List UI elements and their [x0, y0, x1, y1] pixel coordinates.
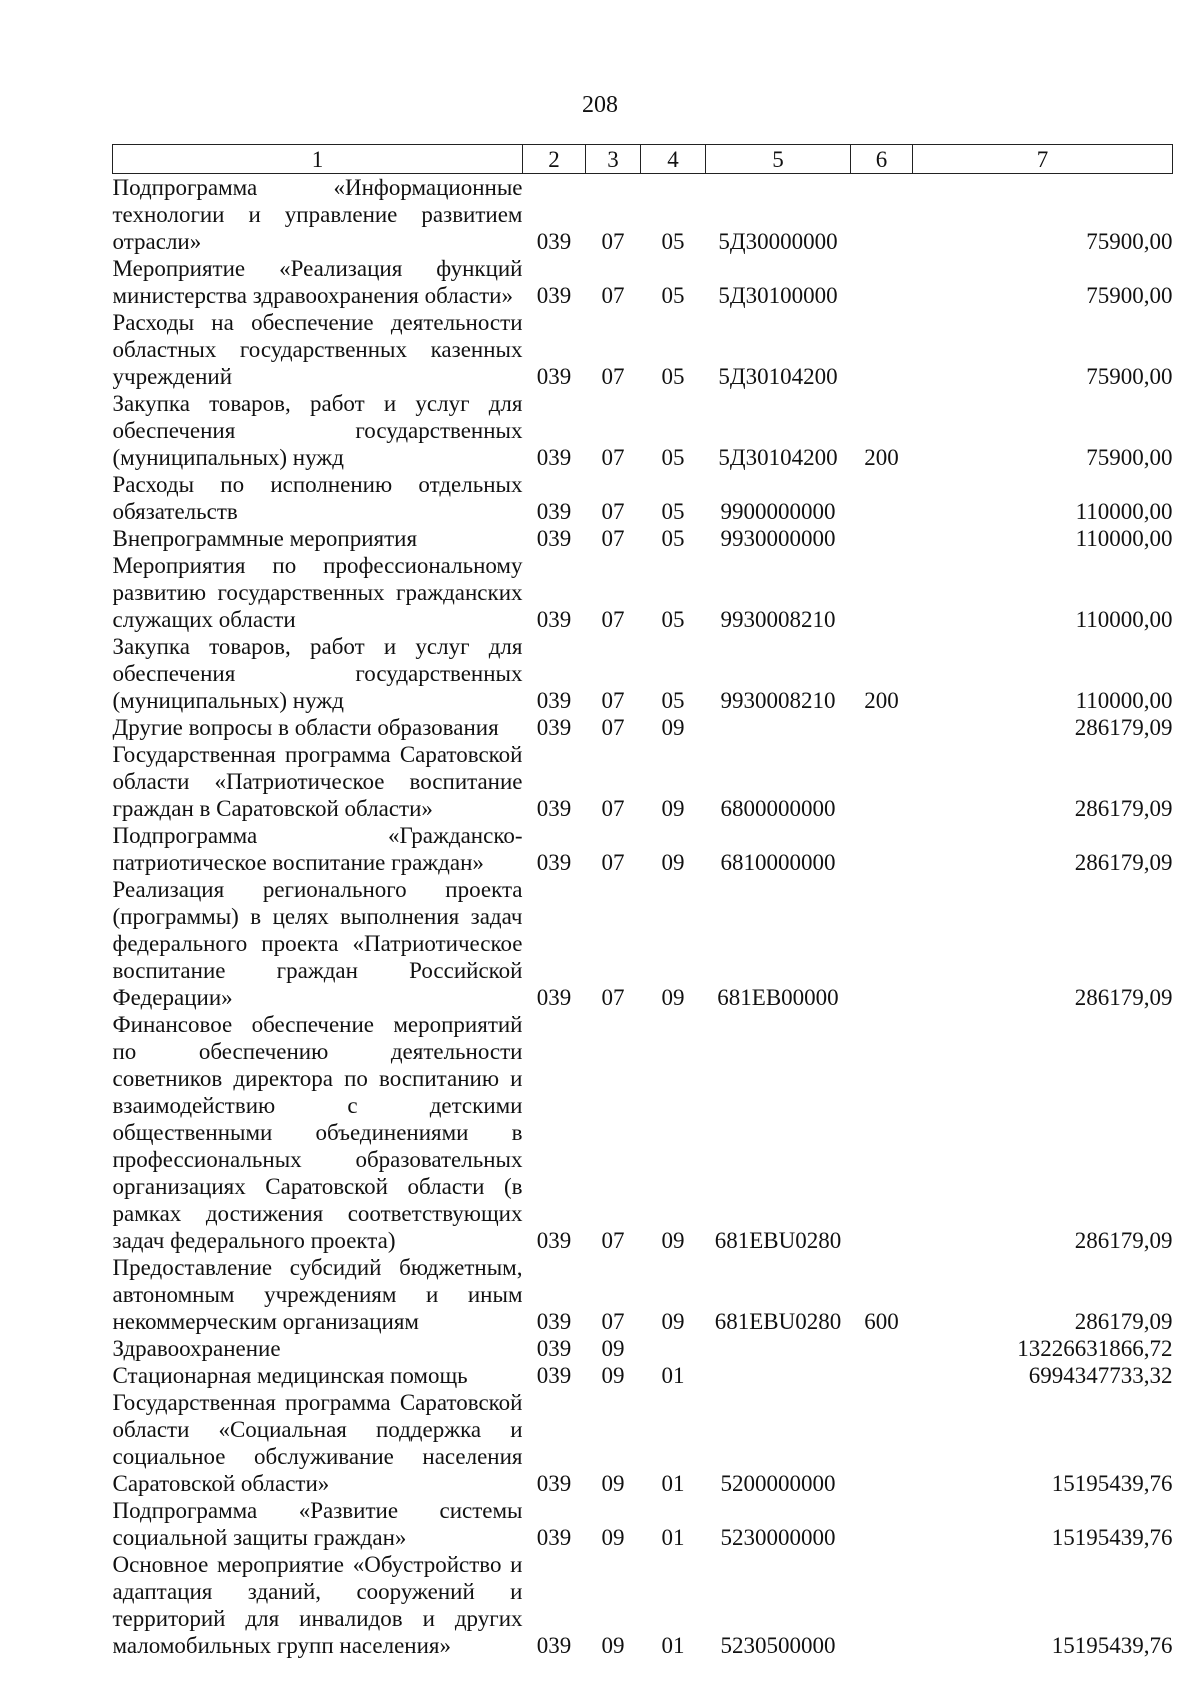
row-code-expense-type: [851, 1389, 913, 1497]
row-code-section: 09: [601, 1525, 625, 1550]
row-code-expense-type: [851, 255, 913, 309]
row-code-admin: 039: [536, 526, 572, 551]
row-name: Государственная программа Саратовской области «Социальная поддержка и социальное обслуживание населения Саратовской области»: [112, 1390, 523, 1496]
row-code-admin: 039: [536, 1309, 572, 1334]
row-code-subsection: 05: [661, 526, 685, 551]
table-row: [113, 1335, 1173, 1362]
row-code-target: 9900000000: [720, 499, 836, 524]
row-code-subsection: 05: [661, 445, 685, 470]
row-code-target: 5230000000: [720, 1525, 836, 1550]
row-code-section: 07: [601, 499, 625, 524]
row-amount: 75900,00: [1086, 445, 1173, 470]
row-name: Расходы на обеспечение деятельности областных государственных казенных учреждений: [112, 310, 523, 389]
row-name: Закупка товаров, работ и услуг для обеспечения государственных (муниципальных) нужд: [112, 391, 523, 470]
row-amount: 13226631866,72: [1017, 1336, 1173, 1361]
row-code-expense-type: [851, 1551, 913, 1659]
row-code-target: 9930008210: [720, 607, 836, 632]
row-code-subsection: 09: [661, 715, 685, 740]
row-code-section: 07: [601, 715, 625, 740]
table-row: [113, 552, 1173, 633]
row-code-target: 5Д30100000: [718, 283, 838, 308]
table-row: [113, 1011, 1173, 1254]
row-code-admin: 039: [536, 688, 572, 713]
row-code-section: 07: [601, 283, 625, 308]
row-code-admin: 039: [536, 1525, 572, 1550]
row-code-target: [706, 1335, 851, 1362]
header-col-3: 3: [586, 145, 641, 174]
row-code-section: 07: [601, 1228, 625, 1253]
table-row: [113, 255, 1173, 309]
row-amount: 286179,09: [1074, 850, 1173, 875]
row-code-subsection: 05: [661, 229, 685, 254]
row-code-expense-type: [851, 174, 913, 256]
row-code-admin: 039: [536, 715, 572, 740]
row-name: Здравоохранение: [112, 1336, 281, 1361]
row-amount: 75900,00: [1086, 283, 1173, 308]
table-row: [113, 525, 1173, 552]
row-name: Подпрограмма «Информационные технологии и управление развитием отрасли»: [112, 175, 523, 254]
row-code-section: 07: [601, 1309, 625, 1334]
row-name: Финансовое обеспечение мероприятий по обеспечению деятельности советников директора по воспитанию и взаимодействию с детскими общественными объединениями в профессиональных образовательных организациях Саратовской области (в рамках достижения соответствующих задач федерального проекта): [112, 1012, 523, 1253]
row-code-subsection: 01: [661, 1363, 685, 1388]
row-code-section: 09: [601, 1363, 625, 1388]
row-code-target: 5Д30104200: [718, 364, 838, 389]
row-code-subsection: 09: [661, 850, 685, 875]
table-row: [113, 1254, 1173, 1335]
row-name: Реализация регионального проекта (программы) в целях выполнения задач федерального проекта «Патриотическое воспитание граждан Российской Федерации»: [112, 877, 523, 1010]
row-code-subsection: 05: [661, 283, 685, 308]
table-row: [113, 174, 1173, 256]
row-code-section: 07: [601, 607, 625, 632]
row-name: Внепрограммные мероприятия: [112, 526, 418, 551]
table-row: [113, 714, 1173, 741]
row-name: Стационарная медицинская помощь: [112, 1363, 468, 1388]
row-code-target: 5230500000: [720, 1633, 836, 1658]
row-code-target: [706, 1362, 851, 1389]
row-amount: 6994347733,32: [1028, 1363, 1173, 1388]
row-code-target: 6810000000: [720, 850, 836, 875]
row-code-admin: 039: [536, 607, 572, 632]
row-code-admin: 039: [536, 364, 572, 389]
row-amount: 286179,09: [1074, 1228, 1173, 1253]
row-code-admin: 039: [536, 445, 572, 470]
row-code-expense-type: [851, 309, 913, 390]
row-code-subsection: [641, 1335, 706, 1362]
row-amount: 110000,00: [1075, 607, 1173, 632]
row-code-expense-type: 600: [864, 1309, 899, 1334]
row-code-admin: 039: [536, 1228, 572, 1253]
row-name: Основное мероприятие «Обустройство и адаптация зданий, сооружений и территорий для инвалидов и других маломобильных групп населения»: [112, 1552, 523, 1658]
row-code-admin: 039: [536, 229, 572, 254]
row-name: Подпрограмма «Гражданско-патриотическое воспитание граждан»: [112, 823, 523, 875]
table-row: [113, 1551, 1173, 1659]
row-amount: 15195439,76: [1051, 1525, 1173, 1550]
table-row: [113, 1497, 1173, 1551]
row-code-target: 5Д30104200: [718, 445, 838, 470]
row-code-section: 07: [601, 229, 625, 254]
page-number: 208: [582, 92, 618, 118]
row-amount: 110000,00: [1075, 526, 1173, 551]
row-amount: 75900,00: [1086, 229, 1173, 254]
row-code-admin: 039: [536, 499, 572, 524]
row-code-section: 09: [601, 1471, 625, 1496]
row-code-target: 5200000000: [720, 1471, 836, 1496]
row-code-expense-type: 200: [864, 445, 899, 470]
row-code-admin: 039: [536, 850, 572, 875]
header-col-5: 5: [706, 145, 851, 174]
header-col-2: 2: [523, 145, 586, 174]
row-code-admin: 039: [536, 1363, 572, 1388]
row-code-section: 07: [601, 526, 625, 551]
table-row: [113, 633, 1173, 714]
row-code-subsection: 05: [661, 688, 685, 713]
row-code-target: 5Д30000000: [718, 229, 838, 254]
table-row: [113, 741, 1173, 822]
row-amount: 110000,00: [1075, 499, 1173, 524]
row-code-subsection: 01: [661, 1633, 685, 1658]
row-code-admin: 039: [536, 283, 572, 308]
row-name: Подпрограмма «Развитие системы социальной защиты граждан»: [112, 1498, 523, 1550]
table-row: [113, 390, 1173, 471]
row-name: Другие вопросы в области образования: [112, 715, 499, 740]
row-amount: 110000,00: [1075, 688, 1173, 713]
row-code-subsection: 01: [661, 1525, 685, 1550]
row-code-target: 9930000000: [720, 526, 836, 551]
row-code-expense-type: [851, 822, 913, 876]
row-code-section: 07: [601, 364, 625, 389]
row-amount: 286179,09: [1074, 1309, 1173, 1334]
row-code-expense-type: [851, 471, 913, 525]
row-code-expense-type: [851, 714, 913, 741]
row-amount: 286179,09: [1074, 796, 1173, 821]
header-col-4: 4: [641, 145, 706, 174]
table-row: [113, 822, 1173, 876]
table-row: [113, 1362, 1173, 1389]
row-amount: 15195439,76: [1051, 1471, 1173, 1496]
row-code-admin: 039: [536, 985, 572, 1010]
row-amount: 15195439,76: [1051, 1633, 1173, 1658]
row-amount: 75900,00: [1086, 364, 1173, 389]
header-col-6: 6: [851, 145, 913, 174]
table-row: [113, 309, 1173, 390]
row-code-section: 07: [601, 445, 625, 470]
row-code-target: 9930008210: [720, 688, 836, 713]
row-name: Закупка товаров, работ и услуг для обеспечения государственных (муниципальных) нужд: [112, 634, 523, 713]
row-code-expense-type: [851, 1362, 913, 1389]
header-col-7: 7: [913, 145, 1173, 174]
row-amount: 286179,09: [1074, 715, 1173, 740]
table-row: [113, 876, 1173, 1011]
row-amount: 286179,09: [1074, 985, 1173, 1010]
header-col-1: 1: [113, 145, 523, 174]
row-code-subsection: 09: [661, 1309, 685, 1334]
table-row: [113, 471, 1173, 525]
row-code-expense-type: [851, 552, 913, 633]
row-code-target: 6800000000: [720, 796, 836, 821]
table-row: [113, 1389, 1173, 1497]
row-code-admin: 039: [536, 1471, 572, 1496]
row-code-subsection: 05: [661, 364, 685, 389]
row-code-target: 681EBU0280: [714, 1228, 842, 1253]
row-code-admin: 039: [536, 1336, 572, 1361]
row-code-expense-type: [851, 1335, 913, 1362]
row-name: Мероприятие «Реализация функций министерства здравоохранения области»: [112, 256, 523, 308]
row-code-admin: 039: [536, 796, 572, 821]
row-code-subsection: 01: [661, 1471, 685, 1496]
row-code-expense-type: [851, 525, 913, 552]
row-code-expense-type: [851, 876, 913, 1011]
table-header-row: [113, 145, 1173, 174]
row-code-admin: 039: [536, 1633, 572, 1658]
row-code-section: 07: [601, 796, 625, 821]
row-code-subsection: 05: [661, 499, 685, 524]
budget-table: [112, 144, 1173, 1659]
row-code-expense-type: 200: [864, 688, 899, 713]
row-code-target: [706, 714, 851, 741]
row-code-expense-type: [851, 1011, 913, 1254]
row-code-subsection: 09: [661, 985, 685, 1010]
row-name: Предоставление субсидий бюджетным, автономным учреждениям и иным некоммерческим организациям: [112, 1255, 523, 1334]
row-code-subsection: 09: [661, 796, 685, 821]
row-code-section: 07: [601, 985, 625, 1010]
row-code-section: 07: [601, 850, 625, 875]
row-name: Расходы по исполнению отдельных обязательств: [112, 472, 523, 524]
row-code-target: 681EB00000: [717, 985, 839, 1010]
row-code-subsection: 09: [661, 1228, 685, 1253]
row-code-section: 09: [601, 1336, 625, 1361]
row-code-expense-type: [851, 741, 913, 822]
row-code-expense-type: [851, 1497, 913, 1551]
row-code-section: 09: [601, 1633, 625, 1658]
row-name: Государственная программа Саратовской области «Патриотическое воспитание граждан в Саратовской области»: [112, 742, 523, 821]
row-code-section: 07: [601, 688, 625, 713]
row-code-subsection: 05: [661, 607, 685, 632]
row-code-target: 681EBU0280: [714, 1309, 842, 1334]
row-name: Мероприятия по профессиональному развитию государственных гражданских служащих области: [112, 553, 523, 632]
